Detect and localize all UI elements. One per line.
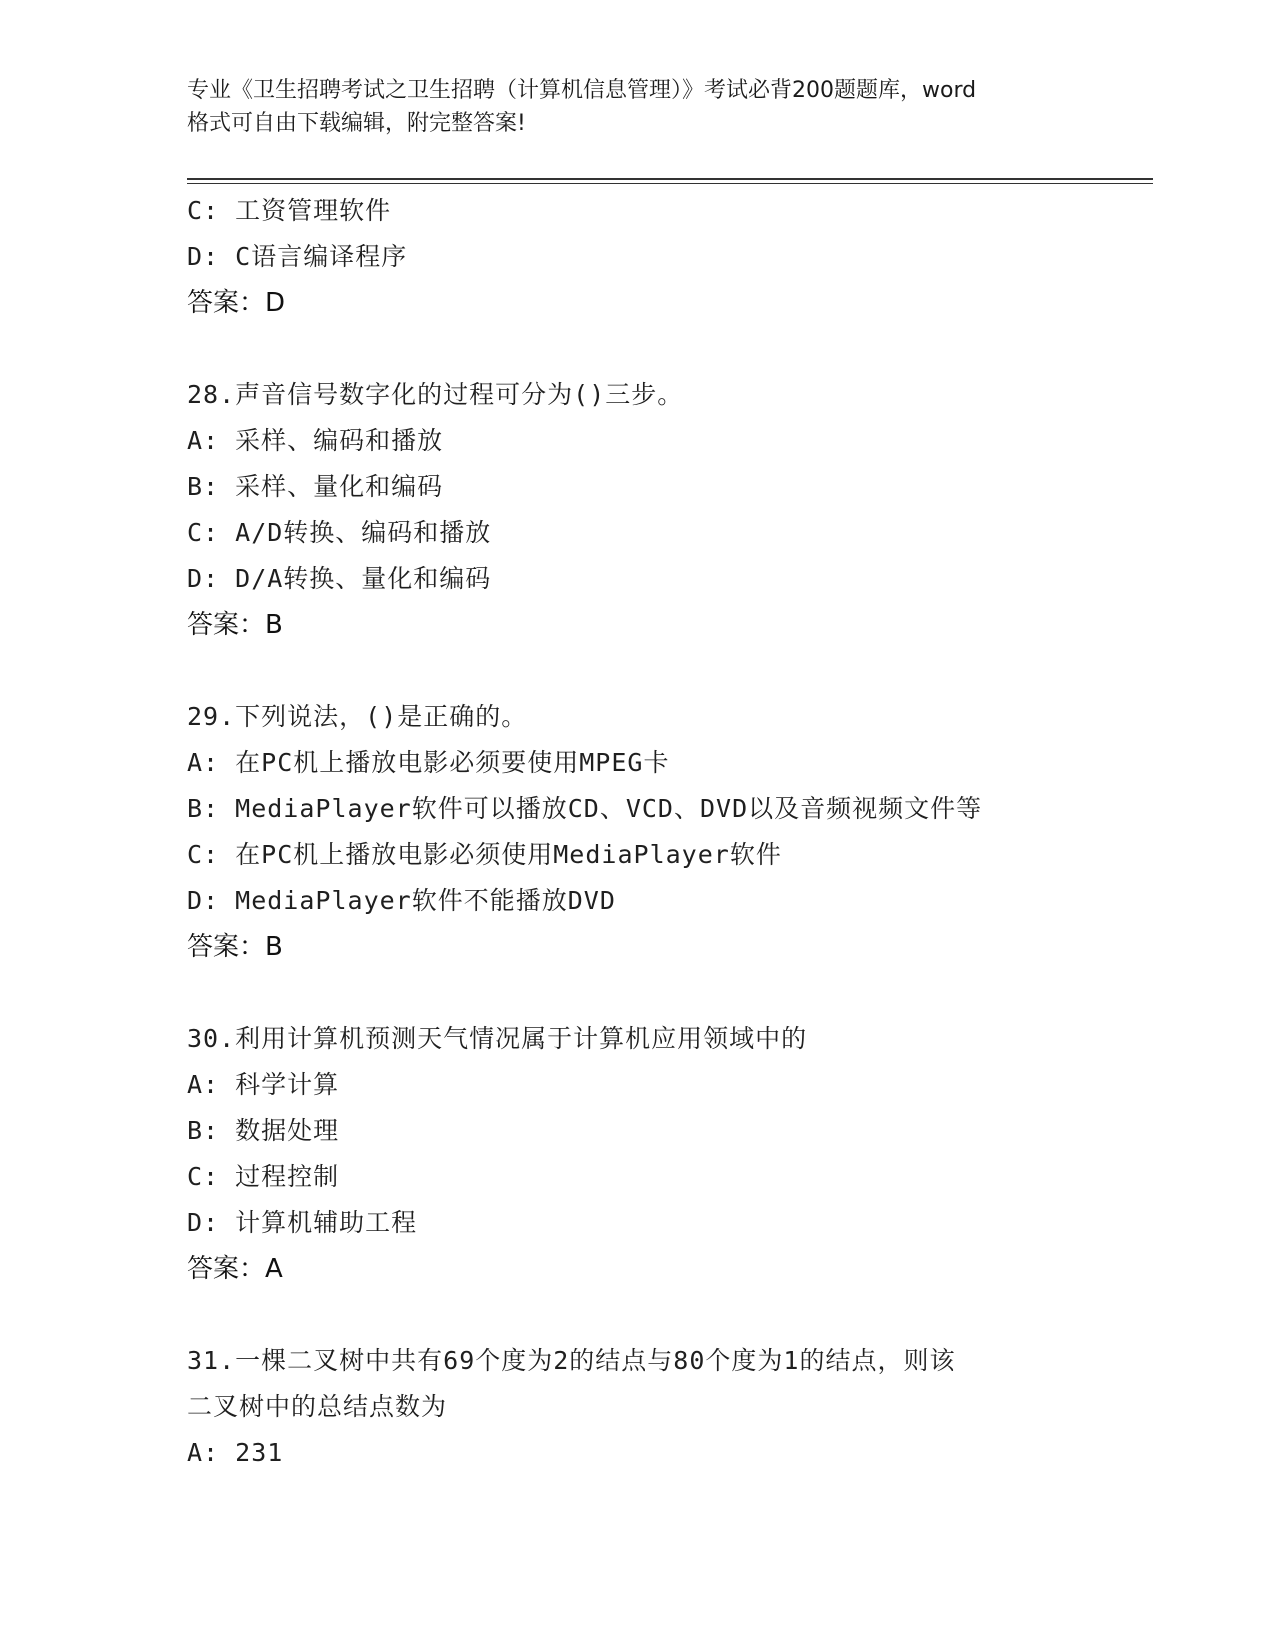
answer: 答案：B <box>187 932 283 962</box>
partial-question-27 <box>187 188 1153 326</box>
option-c: C: 过程控制 <box>187 1162 340 1191</box>
answer: 答案：D <box>187 288 286 318</box>
question-stem: 29.下列说法，()是正确的。 <box>187 702 528 731</box>
header-line-2: 格式可自由下载编辑，附完整答案! <box>187 111 526 136</box>
header-line-1: 专业《卫生招聘考试之卫生招聘（计算机信息管理）》考试必背200题题库，word <box>187 78 977 103</box>
option-b: B: 数据处理 <box>187 1116 340 1145</box>
question-stem: 30.利用计算机预测天气情况属于计算机应用领域中的 <box>187 1024 808 1053</box>
option-c: C: A/D转换、编码和播放 <box>187 518 492 547</box>
option-a: A: 231 <box>187 1438 284 1467</box>
option-b: B: MediaPlayer软件可以播放CD、VCD、DVD以及音频视频文件等 <box>187 794 983 823</box>
answer: 答案：A <box>187 1254 283 1284</box>
option-c: C: 在PC机上播放电影必须使用MediaPlayer软件 <box>187 840 782 869</box>
document-header <box>187 74 1087 140</box>
question-29 <box>187 694 1153 970</box>
question-30 <box>187 1016 1153 1292</box>
answer: 答案：B <box>187 610 283 640</box>
option-a: A: 采样、编码和播放 <box>187 426 444 455</box>
option-a: A: 在PC机上播放电影必须要使用MPEG卡 <box>187 748 670 777</box>
header-divider <box>187 178 1153 180</box>
option-d: D: 计算机辅助工程 <box>187 1208 418 1237</box>
option-d: D: D/A转换、量化和编码 <box>187 564 492 593</box>
question-stem: 31.一棵二叉树中共有69个度为2的结点与80个度为1的结点，则该 <box>187 1346 956 1375</box>
option-c: C: 工资管理软件 <box>187 196 392 225</box>
question-stem: 28.声音信号数字化的过程可分为()三步。 <box>187 380 684 409</box>
question-31 <box>187 1338 1153 1476</box>
option-d: D: MediaPlayer软件不能播放DVD <box>187 886 616 915</box>
header-divider-thin <box>187 183 1153 184</box>
question-content <box>187 188 1153 1476</box>
question-stem-continued: 二叉树中的总结点数为 <box>187 1392 448 1421</box>
option-b: B: 采样、量化和编码 <box>187 472 444 501</box>
question-28 <box>187 372 1153 648</box>
option-a: A: 科学计算 <box>187 1070 340 1099</box>
option-d: D: C语言编译程序 <box>187 242 408 271</box>
